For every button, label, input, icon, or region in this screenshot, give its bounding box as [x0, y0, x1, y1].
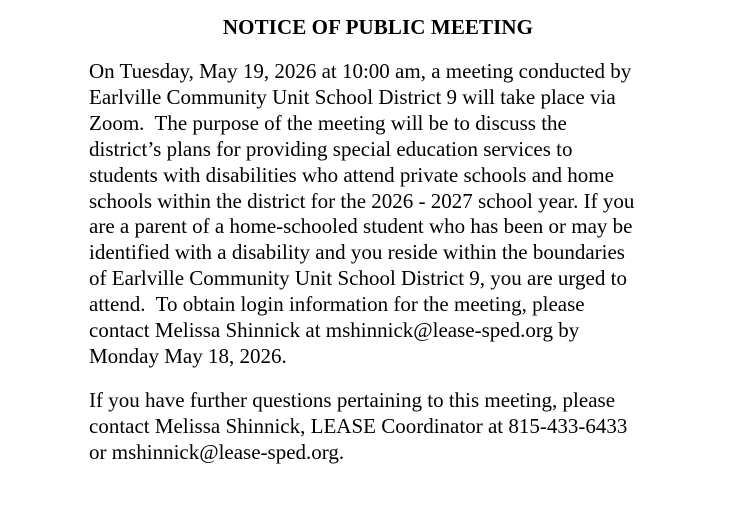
notice-title: NOTICE OF PUBLIC MEETING	[222, 15, 534, 39]
contact-paragraph: If you have further questions pertaining to this meeting, please contact Melissa Shinnick, LEASE Coordinator at 815-433-6433 or mshinnick@lease-sped.org.	[89, 388, 628, 464]
meeting-details-paragraph: On Tuesday, May 19, 2026 at 10:00 am, a meeting conducted by Earlville Community Unit School District 9 will take place via Zoom. The purpose of the meeting will be to discuss the district’s plans for providing special education services to students with disabilities who attend private schools and home schools within the district for the 2026 - 2027 school year. If you are a parent of a home-schooled student who has been or may be identified with a disability and you reside within the boundaries of Earlville Community Unit School District 9, you are urged to attend. To obtain login information for the meeting, please contact Melissa Shinnick at mshinnick@lease-sped.org by Monday May 18, 2026.	[89, 59, 635, 368]
